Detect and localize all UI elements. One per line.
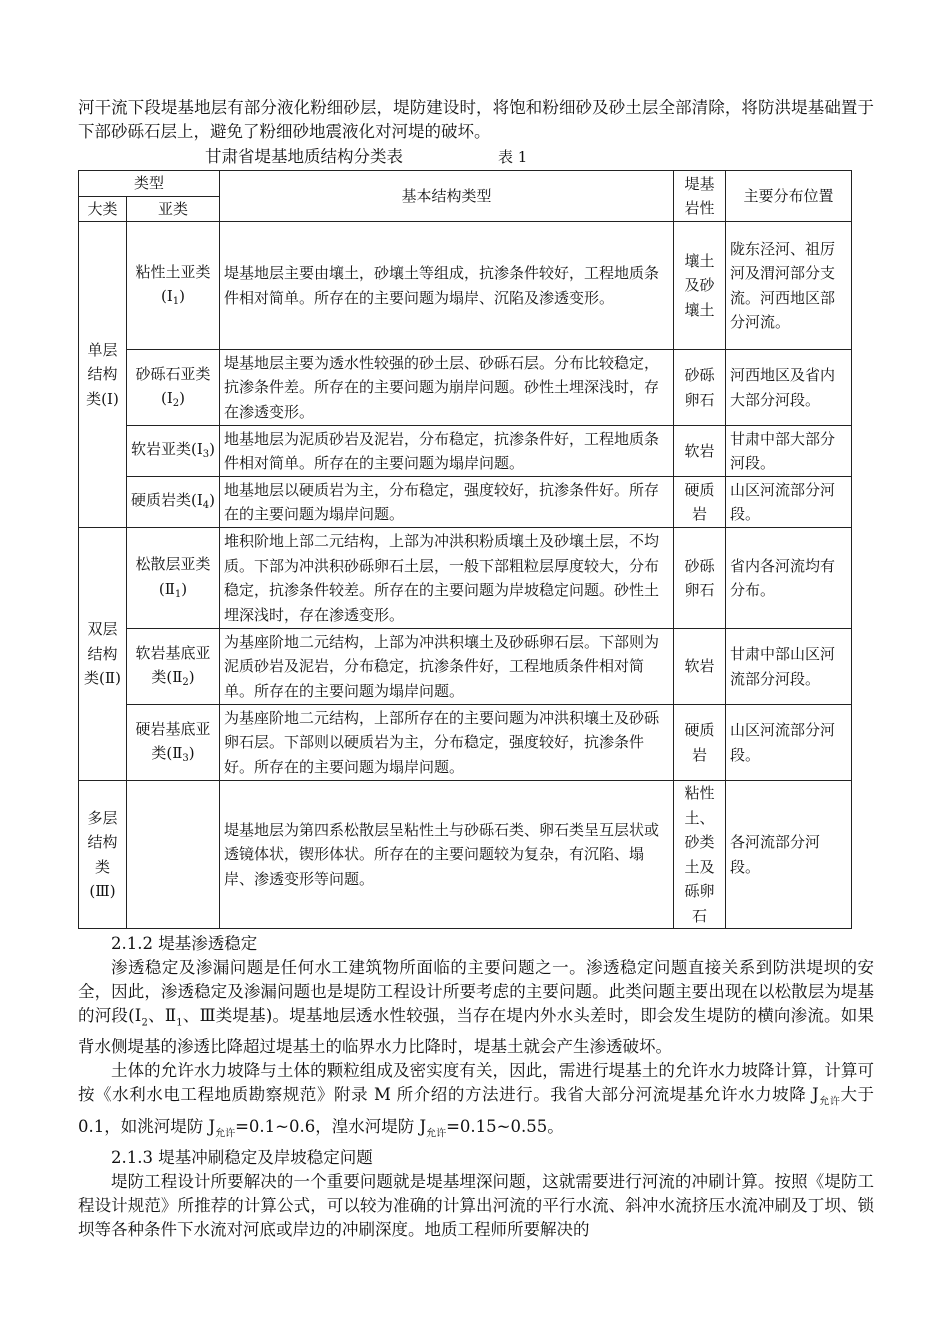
table-row <box>79 528 852 629</box>
structure-cell: 堤基地层主要由壤土，砂壤土等组成，抗渗条件较好，工程地质条件相对简单。所存在的主要问题为塌岸、沉陷及渗透变形。 <box>220 222 674 350</box>
table-row <box>79 705 852 781</box>
sub-class-cell <box>127 781 220 929</box>
rock-cell: 砂砾卵石 <box>674 528 726 629</box>
intro-paragraph: 河干流下段堤基地层有部分液化粉细砂层，堤防建设时，将饱和粉细砂及砂土层全部清除，将防洪堤基础置于下部砂砾石层上，避免了粉细砂地震液化对河堤的破坏。 <box>78 98 874 141</box>
location-cell: 甘肃中部大部分河段。 <box>726 426 852 477</box>
major-class-cell: 双层结构类(Ⅱ) <box>79 528 127 781</box>
rock-cell: 硬质岩 <box>674 705 726 781</box>
header-type: 类型 <box>79 171 220 197</box>
sub-class-cell: 松散层亚类$(Ⅱ_1)$ <box>127 528 220 629</box>
rock-cell: 粘性土、砂类土及砾卵石 <box>674 781 726 929</box>
rock-cell: 软岩 <box>674 629 726 705</box>
section-heading-2-1-2: 2.1.2 堤基渗透稳定 <box>111 934 258 953</box>
sub-class-cell: 硬质岩类$(Ⅰ_4)$ <box>127 477 220 528</box>
structure-cell: 地基地层为泥质砂岩及泥岩，分布稳定，抗渗条件好，工程地质条件相对简单。所存在的主要问题为塌岸问题。 <box>220 426 674 477</box>
location-cell: 山区河流部分河段。 <box>726 705 852 781</box>
classification-table <box>78 170 852 929</box>
document-page <box>78 96 874 1242</box>
table-row <box>79 629 852 705</box>
table-row <box>79 781 852 929</box>
location-cell: 省内各河流均有分布。 <box>726 528 852 629</box>
rock-cell: 砂砾卵石 <box>674 350 726 426</box>
header-structure: 基本结构类型 <box>220 171 674 222</box>
sub-class-cell: 软岩亚类$(Ⅰ_3)$ <box>127 426 220 477</box>
rock-cell: 软岩 <box>674 426 726 477</box>
sub-class-cell: 粘性土亚类$(Ⅰ_1)$ <box>127 222 220 350</box>
table-row <box>79 222 852 350</box>
paragraph-seepage-2: 土体的允许水力坡降与土体的颗粒组成及密实度有关，因此，需进行堤基土的允许水力坡降计算，计算可按《水利水电工程地质勘察规范》附录 M 所介绍的方法进行。我省大部分河流堤基允许水力坡降 $J_{允许}$大于 0.1，如洮河堤防 $J_{允许}=0.1\sim 0.6$，湟水河堤防 $J_{允许}=0.15\sim 0.55$。 <box>78 1061 875 1139</box>
location-cell: 甘肃中部山区河流部分河段。 <box>726 629 852 705</box>
table-title: 甘肃省堤基地质结构分类表 <box>205 147 403 166</box>
structure-cell: 堤基地层为第四系松散层呈粘性土与砂砾石类、卵石类呈互层状或透镜体状，锲形体状。所存在的主要问题较为复杂，有沉陷、塌岸、渗透变形等问题。 <box>220 781 674 929</box>
location-cell: 山区河流部分河段。 <box>726 477 852 528</box>
section-heading-2-1-3: 2.1.3 堤基冲刷稳定及岸坡稳定问题 <box>111 1147 373 1167</box>
structure-cell: 地基地层以硬质岩为主，分布稳定，强度较好，抗渗条件好。所存在的主要问题为塌岸问题。 <box>220 477 674 528</box>
paragraph-seepage-1: 渗透稳定及渗漏问题是任何水工建筑物所面临的主要问题之一。渗透稳定问题直接关系到防洪堤坝的安全，因此，渗透稳定及渗漏问题也是堤防工程设计所要考虑的主要问题。此类问题主要出现在以松散层为堤基的河段($Ⅰ_2$、$Ⅱ_1$、Ⅲ类堤基)。堤基地层透水性较强，当存在堤内外水头差时，即会发生堤防的横向渗流。如果背水侧堤基的渗透比降超过堤基土的临界水力比降时，堤基土就会产生渗透破坏。 <box>78 958 874 1057</box>
paragraph-scour-1: 堤防工程设计所要解决的一个重要问题就是堤基埋深问题，这就需要进行河流的冲刷计算。按照《堤防工程设计规范》所推荐的计算公式，可以较为准确的计算出河流的平行水流、斜冲水流挤压水流冲刷及丁坝、锁坝等各种条件下水流对河底或岸边的冲刷深度。地质工程师所要解决的 <box>78 1171 874 1239</box>
sub-class-cell: 软岩基底亚类$(Ⅱ_2)$ <box>127 629 220 705</box>
location-cell: 河西地区及省内大部分河段。 <box>726 350 852 426</box>
header-sub: 亚类 <box>127 196 220 222</box>
table-number: 表 1 <box>498 148 528 166</box>
rock-cell: 壤土及砂壤土 <box>674 222 726 350</box>
structure-cell: 堤基地层主要为透水性较强的砂土层、砂砾石层。分布比较稳定，抗渗条件差。所存在的主要问题为崩岸问题。砂性土埋深浅时，存在渗透变形。 <box>220 350 674 426</box>
structure-cell: 堆积阶地上部二元结构，上部为冲洪积粉质壤土及砂壤土层，不均质。下部为冲洪积砂砾卵石土层，一般下部粗粒层厚度较大，分布稳定，抗渗条件较差。所存在的主要问题为岸坡稳定问题。砂性土埋深浅时，存在渗透变形。 <box>220 528 674 629</box>
sub-class-cell: 硬岩基底亚类$(Ⅱ_3)$ <box>127 705 220 781</box>
sub-class-cell: 砂砾石亚类$(Ⅰ_2)$ <box>127 350 220 426</box>
table-row <box>79 426 852 477</box>
location-cell: 各河流部分河段。 <box>726 781 852 929</box>
structure-cell: 为基座阶地二元结构，上部为冲洪积壤土及砂砾卵石层。下部则为泥质砂岩及泥岩，分布稳定，抗渗条件好，工程地质条件相对简单。所存在的主要问题为塌岸问题。 <box>220 629 674 705</box>
table-caption <box>78 144 874 170</box>
major-class-cell: 多层结构类(Ⅲ) <box>79 781 127 929</box>
header-major: 大类 <box>79 196 127 222</box>
structure-cell: 为基座阶地二元结构，上部所存在的主要问题为冲洪积壤土及砂砾卵石层。下部则以硬质岩为主，分布稳定，强度较好，抗渗条件好。所存在的主要问题为塌岸问题。 <box>220 705 674 781</box>
major-class-cell: 单层结构类(Ⅰ) <box>79 222 127 528</box>
header-rock: 堤基岩性 <box>674 171 726 222</box>
table-row <box>79 350 852 426</box>
rock-cell: 硬质岩 <box>674 477 726 528</box>
table-row <box>79 477 852 528</box>
location-cell: 陇东泾河、祖厉河及渭河部分支流。河西地区部分河流。 <box>726 222 852 350</box>
header-location: 主要分布位置 <box>726 171 852 222</box>
